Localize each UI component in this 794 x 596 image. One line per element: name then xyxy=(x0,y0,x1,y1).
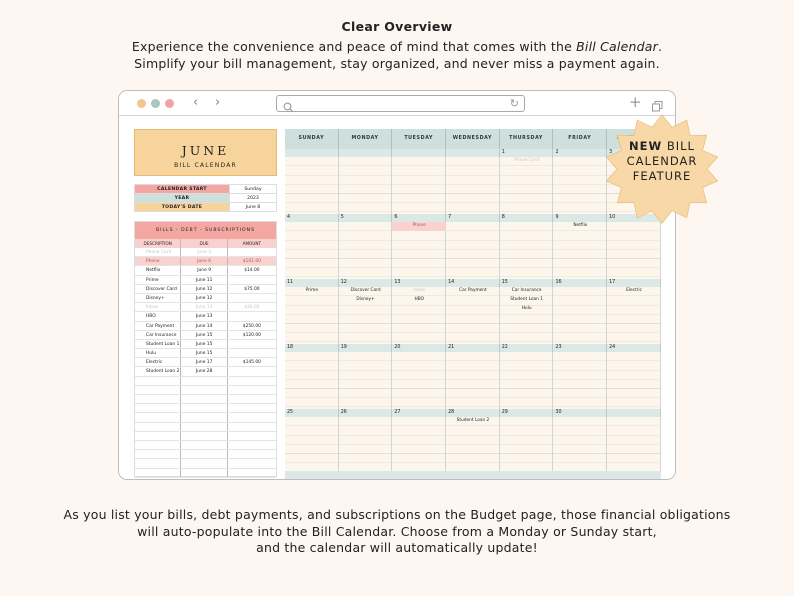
bill-amount-cell[interactable] xyxy=(228,349,276,357)
bill-due-cell[interactable] xyxy=(181,432,227,440)
date-number xyxy=(285,149,339,157)
bill-amount-cell[interactable] xyxy=(228,386,276,394)
bill-description-cell[interactable] xyxy=(135,377,181,385)
calendar-event[interactable]: Car Payment xyxy=(459,288,487,293)
calendar-event[interactable]: Phone Card xyxy=(514,158,539,163)
bill-due-cell[interactable]: June 14 xyxy=(181,322,227,330)
bill-due-cell[interactable]: June 13 xyxy=(181,303,227,311)
date-number: 3 xyxy=(607,149,661,157)
calendar-start-select[interactable]: Sunday xyxy=(230,185,277,194)
bill-amount-cell[interactable] xyxy=(228,367,276,375)
calendar-event[interactable]: Student Loan 2 xyxy=(456,418,490,423)
bill-row[interactable] xyxy=(135,404,276,413)
date-number: 11 xyxy=(285,279,339,287)
browser-toolbar xyxy=(119,91,675,116)
weekday-tuesday: TUESDAY xyxy=(392,129,446,149)
date-number: 13 xyxy=(392,279,446,287)
bill-due-cell[interactable]: June 12 xyxy=(181,294,227,302)
day-cell[interactable] xyxy=(607,222,661,279)
settings-row xyxy=(135,185,277,194)
bill-row[interactable] xyxy=(135,322,276,331)
bill-row[interactable] xyxy=(135,303,276,312)
bill-due-cell[interactable]: June 28 xyxy=(181,367,227,375)
bill-due-cell[interactable]: June 6 xyxy=(181,257,227,265)
bill-due-cell[interactable] xyxy=(181,386,227,394)
bill-description-cell[interactable] xyxy=(135,459,181,467)
bill-amount-cell[interactable]: $120.00 xyxy=(242,332,261,338)
hero-line2: Simplify your bill management, stay organized, and never miss a payment again. xyxy=(134,56,660,71)
month-name: JUNE xyxy=(181,143,230,158)
calendar-week xyxy=(285,279,661,344)
bill-row[interactable] xyxy=(135,248,276,257)
bill-description-cell[interactable]: Car Insurance xyxy=(135,331,181,339)
bill-due-cell[interactable] xyxy=(181,413,227,421)
bill-amount-cell[interactable]: $14.00 xyxy=(244,268,260,274)
search-icon xyxy=(283,98,294,117)
bill-description-cell[interactable]: Phone xyxy=(135,257,181,265)
date-number: 4 xyxy=(285,214,339,222)
bill-description-cell[interactable]: Disney+ xyxy=(135,294,181,302)
bill-due-cell[interactable] xyxy=(181,377,227,385)
date-number: 5 xyxy=(339,214,393,222)
new-tab-plus-icon[interactable]: + xyxy=(629,93,642,111)
bill-due-cell[interactable]: June 3 xyxy=(181,248,227,256)
bill-description-cell[interactable] xyxy=(135,432,181,440)
week-date-row xyxy=(285,344,661,352)
date-number: 26 xyxy=(339,409,393,417)
date-number: 21 xyxy=(446,344,500,352)
day-cell[interactable] xyxy=(607,417,661,474)
month-header xyxy=(134,129,277,176)
bill-row[interactable] xyxy=(135,413,276,422)
day-cell[interactable] xyxy=(392,352,446,409)
bill-due-cell[interactable]: June 9 xyxy=(181,266,227,274)
bill-due-cell[interactable]: June 11 xyxy=(181,276,227,284)
hero-line1-pre: Experience the convenience and peace of mind that comes with the xyxy=(131,39,577,54)
week-cells[interactable] xyxy=(285,352,661,409)
day-cell[interactable] xyxy=(392,157,446,214)
column-description: DESCRIPTION xyxy=(135,239,181,248)
bill-description-cell[interactable] xyxy=(135,423,181,431)
weekday-wednesday: WEDNESDAY xyxy=(446,129,500,149)
bill-due-cell[interactable] xyxy=(181,395,227,403)
bill-row[interactable] xyxy=(135,340,276,349)
settings-value: June 8 xyxy=(230,203,277,212)
calendar-event[interactable]: Phone xyxy=(392,222,446,231)
bill-row[interactable] xyxy=(135,423,276,432)
bill-row[interactable] xyxy=(135,276,276,285)
calendar-settings-table xyxy=(134,184,277,212)
month-subtitle: BILL CALENDAR xyxy=(174,162,237,169)
date-number: 22 xyxy=(500,344,554,352)
bill-due-cell[interactable]: June 17 xyxy=(181,358,227,366)
bill-amount-cell[interactable] xyxy=(228,459,276,467)
address-bar[interactable] xyxy=(276,95,525,112)
weekday-sunday: SUNDAY xyxy=(285,129,339,149)
bill-row[interactable] xyxy=(135,358,276,367)
hero-line1-post: . xyxy=(657,39,663,54)
bill-row[interactable] xyxy=(135,432,276,441)
calendar-event[interactable]: HBO xyxy=(414,297,424,303)
date-number: 19 xyxy=(339,344,393,352)
day-cell[interactable] xyxy=(339,417,393,474)
calendar-event[interactable]: Discover Card xyxy=(350,288,381,293)
day-cell[interactable] xyxy=(446,352,500,409)
week-cells[interactable] xyxy=(285,222,661,279)
bill-description-cell[interactable]: HBO xyxy=(135,312,181,320)
day-cell[interactable] xyxy=(285,352,339,409)
date-number: 16 xyxy=(553,279,607,287)
bill-description-cell[interactable] xyxy=(135,413,181,421)
window-dot-maximize[interactable] xyxy=(151,99,160,108)
bill-amount-cell[interactable] xyxy=(228,340,276,348)
date-number: 20 xyxy=(392,344,446,352)
bill-description-cell[interactable] xyxy=(135,395,181,403)
bill-due-cell[interactable]: June 15 xyxy=(181,340,227,348)
badge-calendar-label: CALENDAR xyxy=(626,154,698,168)
bill-due-cell[interactable] xyxy=(181,404,227,412)
date-number: 23 xyxy=(553,344,607,352)
bills-table-title: BILLS - DEBT - SUBSCRIPTIONS xyxy=(135,222,276,239)
date-number: 9 xyxy=(553,214,607,222)
hero-title: Clear Overview xyxy=(341,19,453,34)
badge-text xyxy=(596,139,728,184)
badge-bill-label: BILL xyxy=(662,139,695,153)
day-cell[interactable] xyxy=(392,417,446,474)
bill-row[interactable] xyxy=(135,459,276,468)
bill-amount-cell[interactable] xyxy=(228,469,276,477)
footer-line1: As you list your bills, debt payments, and subscriptions on the Budget page, those financial obligations xyxy=(63,507,731,522)
bill-description-cell[interactable] xyxy=(135,404,181,412)
day-cell[interactable] xyxy=(339,157,393,214)
bill-description-cell[interactable]: Inbox xyxy=(135,303,181,311)
bill-due-cell[interactable] xyxy=(181,450,227,458)
bill-due-cell[interactable]: June 13 xyxy=(181,312,227,320)
bill-row[interactable] xyxy=(135,349,276,358)
bill-description-cell[interactable] xyxy=(135,450,181,458)
bill-amount-cell[interactable]: $30.00 xyxy=(244,305,260,311)
day-columns xyxy=(285,352,661,409)
day-cell[interactable] xyxy=(500,222,554,279)
bill-due-cell[interactable] xyxy=(181,441,227,449)
bill-row[interactable] xyxy=(135,312,276,321)
bill-description-cell[interactable]: Phone Card xyxy=(135,248,181,256)
column-due: DUE xyxy=(181,239,227,248)
bill-description-cell[interactable] xyxy=(135,441,181,449)
badge-feature-label: FEATURE xyxy=(632,169,692,183)
date-number: 14 xyxy=(446,279,500,287)
hero-line1-emphasis: Bill Calendar xyxy=(576,39,658,54)
bill-row[interactable] xyxy=(135,331,276,340)
date-number: 30 xyxy=(553,409,607,417)
bill-description-cell[interactable]: Car Payment xyxy=(135,322,181,330)
date-number: 28 xyxy=(446,409,500,417)
bill-amount-cell[interactable]: $145.00 xyxy=(242,360,261,366)
bills-table-body xyxy=(135,248,276,478)
date-number: 17 xyxy=(607,279,661,287)
hero-subtitle xyxy=(0,38,794,72)
bill-description-cell[interactable]: Netflix xyxy=(135,266,181,274)
spreadsheet-view xyxy=(119,117,675,480)
bill-row[interactable] xyxy=(135,450,276,459)
bill-amount-cell[interactable] xyxy=(228,404,276,412)
calendar-event[interactable]: Prime xyxy=(305,288,318,293)
date-number: 12 xyxy=(339,279,393,287)
bill-due-cell[interactable]: June 15 xyxy=(181,349,227,357)
bill-due-cell[interactable] xyxy=(181,459,227,467)
day-cell[interactable] xyxy=(553,287,607,344)
bill-amount-cell[interactable] xyxy=(228,294,276,302)
week-date-row xyxy=(285,279,661,287)
weekday-monday: MONDAY xyxy=(339,129,393,149)
bill-amount-cell[interactable] xyxy=(228,441,276,449)
date-number: 29 xyxy=(500,409,554,417)
date-number: 1 xyxy=(500,149,554,157)
date-number xyxy=(607,409,661,417)
day-cell[interactable] xyxy=(446,222,500,279)
date-number: 10 xyxy=(607,214,661,222)
date-number xyxy=(446,149,500,157)
bill-row[interactable] xyxy=(135,367,276,376)
bill-amount-cell[interactable] xyxy=(228,276,276,284)
bill-row[interactable] xyxy=(135,469,276,478)
day-cell[interactable] xyxy=(607,352,661,409)
date-number xyxy=(392,149,446,157)
date-number: 7 xyxy=(446,214,500,222)
calendar-event[interactable]: Disney+ xyxy=(356,297,375,303)
bill-row[interactable] xyxy=(135,285,276,294)
date-number: 27 xyxy=(392,409,446,417)
bill-amount-cell[interactable] xyxy=(228,413,276,421)
bills-table xyxy=(134,221,277,477)
bill-description-cell[interactable] xyxy=(135,386,181,394)
calendar-week xyxy=(285,409,661,474)
new-feature-badge xyxy=(596,110,728,228)
day-cell[interactable] xyxy=(553,352,607,409)
bill-amount-cell[interactable]: $101.00 xyxy=(242,259,261,265)
weekday-thursday: THURSDAY xyxy=(500,129,554,149)
bill-amount-cell[interactable] xyxy=(228,312,276,320)
bill-description-cell[interactable]: Hulu xyxy=(135,349,181,357)
settings-label: CALENDAR START xyxy=(135,185,230,194)
reload-icon[interactable]: ↻ xyxy=(509,97,519,110)
day-cell[interactable] xyxy=(285,417,339,474)
forward-arrow-icon[interactable]: › xyxy=(215,95,221,110)
bill-row[interactable] xyxy=(135,386,276,395)
bill-amount-cell[interactable] xyxy=(228,377,276,385)
calendar-event[interactable]: Student Loan 1 xyxy=(510,297,543,303)
back-arrow-icon[interactable]: ‹ xyxy=(193,95,199,110)
day-cell[interactable] xyxy=(500,352,554,409)
day-cell[interactable] xyxy=(285,222,339,279)
day-cell[interactable] xyxy=(339,222,393,279)
bill-row[interactable] xyxy=(135,257,276,266)
bill-due-cell[interactable] xyxy=(181,423,227,431)
date-number: 6 xyxy=(392,214,446,222)
day-cell[interactable] xyxy=(446,157,500,214)
calendar-event[interactable]: Netflix xyxy=(573,223,588,228)
bill-row[interactable] xyxy=(135,377,276,386)
date-number: 25 xyxy=(285,409,339,417)
bill-amount-cell[interactable] xyxy=(228,423,276,431)
bill-amount-cell[interactable] xyxy=(228,432,276,440)
settings-row xyxy=(135,194,277,203)
bill-row[interactable] xyxy=(135,294,276,303)
bill-amount-cell[interactable] xyxy=(228,450,276,458)
footer-line3: and the calendar will automatically update! xyxy=(256,540,538,555)
calendar-event[interactable]: Car Insurance xyxy=(511,288,542,293)
day-cell[interactable] xyxy=(553,417,607,474)
window-dot-minimize[interactable] xyxy=(137,99,146,108)
bill-amount-cell[interactable]: $250.00 xyxy=(242,323,261,329)
week-cells[interactable] xyxy=(285,417,661,474)
bill-row[interactable] xyxy=(135,266,276,275)
date-number xyxy=(339,149,393,157)
day-cell[interactable] xyxy=(500,417,554,474)
calendar-event[interactable]: Electric xyxy=(626,288,642,293)
bill-description-cell[interactable]: Electric xyxy=(135,358,181,366)
bill-description-cell[interactable] xyxy=(135,469,181,477)
week-date-row xyxy=(285,409,661,417)
badge-new-label: NEW xyxy=(629,139,663,153)
day-cell[interactable] xyxy=(285,157,339,214)
column-amount: AMOUNT xyxy=(242,241,262,246)
bill-row[interactable] xyxy=(135,441,276,450)
date-number: 24 xyxy=(607,344,661,352)
bill-due-cell[interactable]: June 15 xyxy=(181,331,227,339)
bill-due-cell[interactable]: June 12 xyxy=(181,285,227,293)
footer-description xyxy=(0,507,794,557)
day-cell[interactable] xyxy=(339,352,393,409)
bill-row[interactable] xyxy=(135,395,276,404)
weekday-friday: FRIDAY xyxy=(553,129,607,149)
date-number: 2 xyxy=(553,149,607,157)
browser-window xyxy=(118,90,676,480)
window-dot-close[interactable] xyxy=(165,99,174,108)
date-number: 15 xyxy=(500,279,554,287)
bill-amount-cell[interactable] xyxy=(228,248,276,256)
bill-description-cell[interactable]: Prime xyxy=(135,276,181,284)
bill-description-cell[interactable]: Student Loan 1 xyxy=(135,340,181,348)
settings-value: 2023 xyxy=(230,194,277,203)
bill-due-cell[interactable] xyxy=(181,469,227,477)
calendar-footer-bar xyxy=(285,471,661,480)
date-number: 18 xyxy=(285,344,339,352)
week-cells[interactable] xyxy=(285,287,661,344)
bill-description-cell[interactable]: Student Loan 2 xyxy=(135,367,181,375)
bills-table-header xyxy=(135,239,276,248)
bill-description-cell[interactable]: Discover Card xyxy=(135,285,181,293)
bill-amount-cell[interactable] xyxy=(228,395,276,403)
settings-label: YEAR xyxy=(135,194,230,203)
settings-row xyxy=(135,203,277,212)
date-number: 8 xyxy=(500,214,554,222)
calendar-event[interactable]: Inbox xyxy=(413,288,426,293)
footer-line2: will auto-populate into the Bill Calendar. Choose from a Monday or Sunday start, xyxy=(137,523,657,539)
bill-amount-cell[interactable]: $75.00 xyxy=(244,286,260,292)
calendar-event[interactable]: Hulu xyxy=(521,306,532,312)
settings-label: TODAY'S DATE xyxy=(135,203,230,212)
calendar-week xyxy=(285,344,661,409)
